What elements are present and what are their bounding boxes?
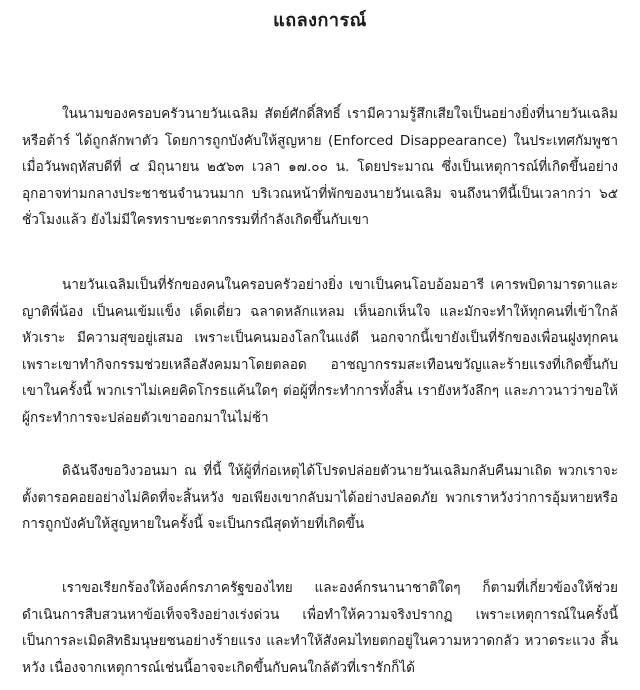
paragraph-1: ในนามของครอบครัวนายวันเฉลิม สัตย์ศักดิ์สิทธิ์ เรามีความรู้สึกเสียใจเป็นอย่างยิ่งที่นายวันเฉลิม หรือต้าร์ ได้ถูกลักพาตัว โดยการถูกบังคับให้สูญหาย (Enforced Disappearance) ในประเทศกัมพูชา เมื่อวันพฤหัสบดีที่ ๔ มิถุนายน ๒๕๖๓ เวลา ๑๗.๐๐ น. โดยประมาณ ซึ่งเป็นเหตุการณ์ที่เกิดขึ้นอย่างอุกอาจท่ามกลางประชาชนจำนวนมาก บริเวณหน้าที่พักของนายวันเฉลิม จนถึงนาทีนี้เป็นเวลากว่า ๖๕ ชั่วโมงแล้ว ยังไม่มีใครทราบชะตากรรมที่กำลังเกิดขึ้นกับเขา — [22, 106, 618, 228]
paragraph-3: ดิฉันจึงขอวิงวอนมา ณ ที่นี้ ให้ผู้ที่ก่อเหตุได้โปรดปล่อยตัวนายวันเฉลิมกลับคืนมาเถิด พวกเราจะตั้งตารอคอยอย่างไม่คิดที่จะสิ้นหวัง ขอเพียงเขากลับมาได้อย่างปลอดภัย พวกเราหวังว่าการอุ้มหายหรือการถูกบังคับให้สูญหายในครั้งนี้ จะเป็นกรณีสุดท้ายที่เกิดขึ้น — [22, 463, 618, 532]
paragraph-4: เราขอเรียกร้องให้องค์กรภาครัฐของไทย และองค์กรนานาชาติใดๆ ก็ตามที่เกี่ยวข้องให้ช่วยดำเนินการสืบสวนหาข้อเท็จจริงอย่างเร่งด่วน เพื่อทำให้ความจริงปรากฏ เพราะเหตุการณ์ในครั้งนี้เป็นการละเมิดสิทธิมนุษยชนอย่างร้ายแรง และทำให้สังคมไทยตกอยู่ในความหวาดกลัว หวาดระแวง สิ้นหวัง เนื่องจากเหตุการณ์เช่นนี้อาจจะเกิดขึ้นกับคนใกล้ตัวที่เรารักก็ได้ — [22, 580, 618, 676]
document-title: แถลงการณ์ — [273, 10, 367, 31]
paragraph-2: นายวันเฉลิมเป็นที่รักของคนในครอบครัวอย่างยิ่ง เขาเป็นคนโอบอ้อมอารี เคารพบิดามารดาและญาติพี่น้อง เป็นคนเข้มแข็ง เด็ดเดี่ยว ฉลาดหลักแหลม เห็นอกเห็นใจ และมักจะทำให้ทุกคนที่เข้าใกล้หัวเราะ มีความสุขอยู่เสมอ เพราะเป็นคนมองโลกในแง่ดี นอกจากนี้เขายังเป็นที่รักของเพื่อนฝูงทุกคน เพราะเขาทำกิจกรรมช่วยเหลือสังคมมาโดยตลอด อาชญากรรมสะเทือนขวัญและร้ายแรงที่เกิดขึ้นกับเขาในครั้งนี้ พวกเราไม่เคยคิดโกรธแค้นใดๆ ต่อผู้ที่กระทำการทั้งสิ้น เรายังหวังลึกๆ และภาวนาว่าขอให้ผู้กระทำการจะปล่อยตัวเขาออกมาในไม่ช้า — [22, 277, 618, 426]
